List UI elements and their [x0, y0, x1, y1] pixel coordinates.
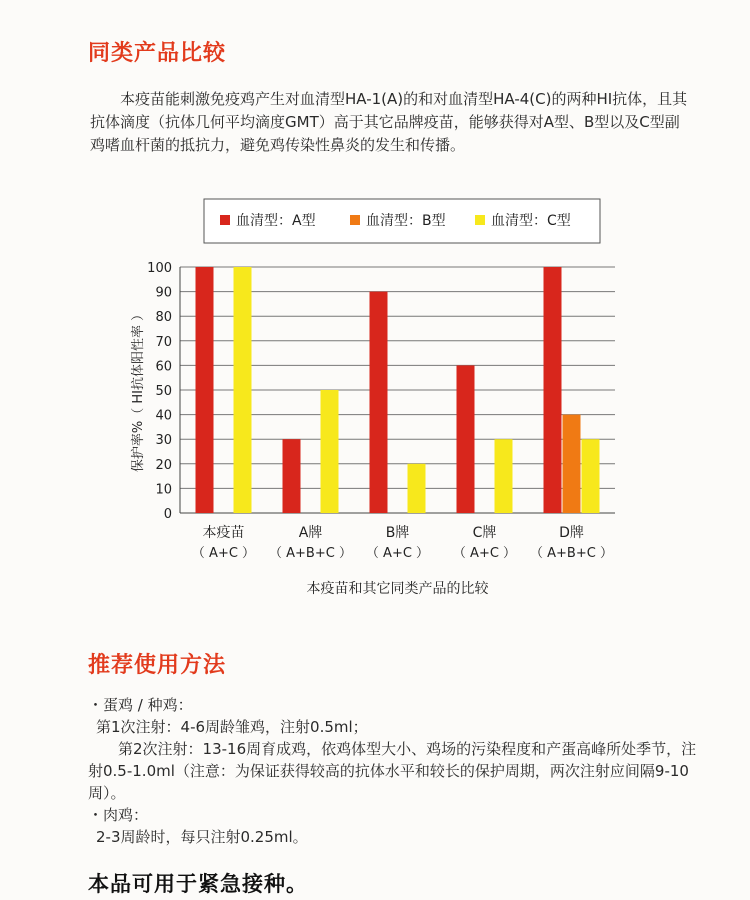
- bar-1-0: [283, 439, 301, 513]
- y-tick-label-100: 100: [147, 261, 172, 276]
- bar-3-0: [457, 365, 475, 513]
- y-tick-label-10: 10: [155, 482, 172, 498]
- emergency-note: 本品可用于紧急接种。: [88, 872, 308, 896]
- usage-instructions: [88, 694, 698, 848]
- legend-swatch-2: [475, 215, 485, 225]
- legend-swatch-1: [350, 215, 360, 225]
- bar-0-0: [196, 267, 214, 513]
- y-tick-label-50: 50: [155, 384, 172, 399]
- intro-paragraph: [90, 88, 690, 157]
- x-tick-sublabel-0: （ A+C ）: [191, 546, 256, 561]
- legend-label-1: 血清型：B型: [366, 213, 446, 229]
- y-tick-label-70: 70: [155, 334, 172, 350]
- intro-text: 本疫苗能刺激免疫鸡产生对血清型HA-1(A)的和对血清型HA-4(C)的两种HI抗体，且其抗体滴度（抗体几何平均滴度GMT）高于其它品牌疫苗，能够获得对A型、B型以及C型副鸡嗜血杆菌的抵抗力，避免鸡传染性鼻炎的发生和传播。: [90, 90, 688, 154]
- y-tick-label-60: 60: [155, 359, 172, 375]
- chart-svg: [120, 195, 630, 605]
- bar-1-2: [321, 390, 339, 513]
- x-axis-label: 本疫苗和其它同类产品的比较: [306, 581, 489, 597]
- y-tick-label-0: 0: [163, 507, 172, 522]
- bar-4-0: [544, 267, 562, 513]
- legend-label-2: 血清型：C型: [491, 213, 571, 229]
- legend-swatch-0: [220, 215, 230, 225]
- y-tick-label-40: 40: [155, 408, 172, 424]
- bar-4-1: [563, 415, 581, 513]
- bar-0-2: [234, 267, 252, 513]
- bar-4-2: [582, 439, 600, 513]
- x-tick-label-4: D牌: [559, 525, 584, 541]
- usage-line-second-injection: 第2次注射：13-16周育成鸡，依鸡体型大小、鸡场的污染程度和产蛋高峰所处季节，注射0.5-1.0ml（注意：为保证获得较高的抗体水平和较长的保护周期，两次注射应间隔9-10周）。: [88, 740, 697, 802]
- bar-2-0: [370, 292, 388, 513]
- x-tick-label-0: 本疫苗: [202, 525, 245, 541]
- x-tick-label-2: B牌: [385, 525, 410, 541]
- section-title-comparison: 同类产品比较: [88, 41, 227, 66]
- x-tick-label-1: A牌: [298, 525, 323, 541]
- x-tick-sublabel-4: （ A+B+C ）: [530, 546, 613, 561]
- bar-2-2: [408, 464, 426, 513]
- usage-line-first-injection: 第1次注射：4-6周龄雏鸡，注射0.5ml；: [96, 718, 368, 736]
- usage-line-broiler: ・肉鸡：: [88, 806, 149, 824]
- section-title-usage: 推荐使用方法: [88, 653, 227, 678]
- y-axis-label: 保护率%（ HI抗体阳性率 ）: [131, 307, 146, 473]
- bar-3-2: [495, 439, 513, 513]
- legend-label-0: 血清型：A型: [236, 213, 316, 229]
- x-tick-sublabel-1: （ A+B+C ）: [269, 546, 352, 561]
- x-tick-label-3: C牌: [472, 525, 497, 541]
- y-tick-label-20: 20: [155, 457, 172, 473]
- x-tick-sublabel-2: （ A+C ）: [365, 546, 430, 561]
- comparison-chart: [120, 195, 630, 605]
- y-tick-label-80: 80: [155, 310, 172, 326]
- usage-line-layer: ・蛋鸡 / 种鸡：: [88, 696, 193, 714]
- y-tick-label-90: 90: [155, 285, 172, 301]
- x-tick-sublabel-3: （ A+C ）: [452, 546, 517, 561]
- usage-line-broiler-dose: 2-3周龄时，每只注射0.25ml。: [96, 828, 308, 846]
- y-tick-label-30: 30: [155, 433, 172, 449]
